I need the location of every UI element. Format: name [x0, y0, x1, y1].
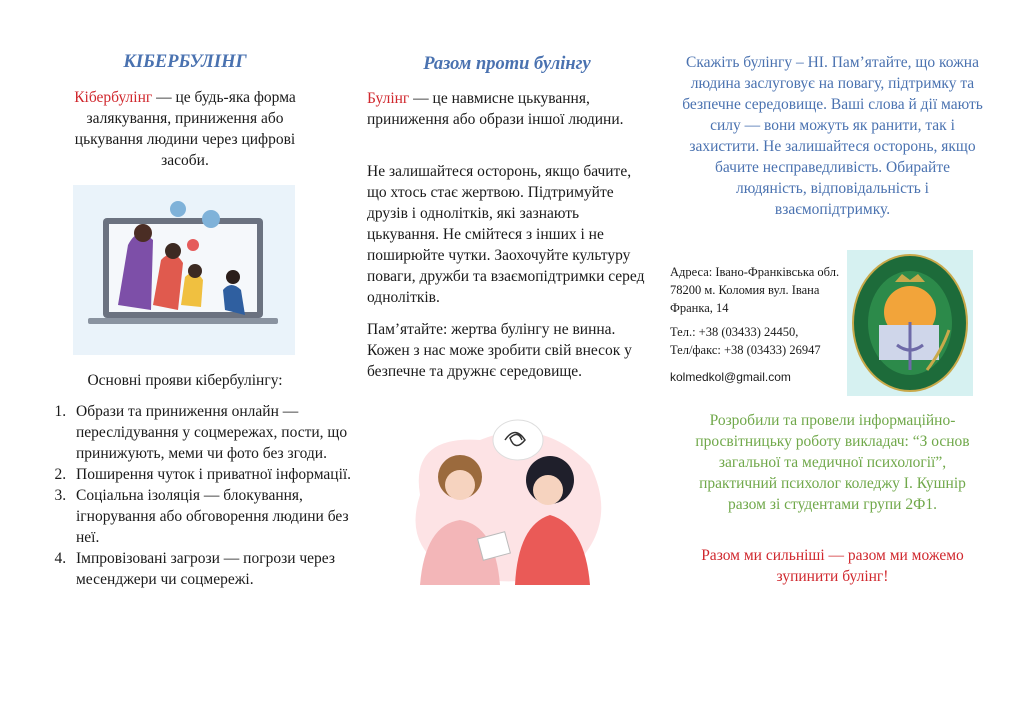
term-cyberbullying: Кібербулінг	[74, 89, 153, 106]
address: Адреса: Івано-Франківська обл. 78200 м. Коломия вул. Івана Франка, 14	[670, 265, 840, 315]
list-item: 2. Поширення чуток і приватної інформації.	[70, 464, 352, 485]
definition-text: — це навмисне цькування, приниження або образи іншої людини.	[367, 90, 624, 128]
bullying-definition	[367, 88, 652, 130]
middle-title: Разом проти булінгу	[423, 54, 591, 74]
cyberbullying-forms-list	[48, 401, 352, 590]
fax: Тел/факс: +38 (03433) 26947	[670, 343, 821, 357]
advice-paragraph: Не залишайтеся осторонь, якщо бачите, що хтось стає жертвою. Підтримуйте друзів і однолітків, які зазнають цькування. Не смійтеся з інших і не поширюйте чутки. Заохочуйте культуру поваги, дружби та взаємопідтримки серед однолітків.	[367, 163, 645, 306]
definition-text: — це будь-яка форма залякування, приниження або цькування людини через цифрові засоби.	[74, 89, 296, 169]
credits-text: Розробили та провели інформаційно-просвітницьку роботу викладач: “З основ загальної та медичної психології”, практичний психолог коледжу І. Кушнір разом зі студентами групи 2Ф1.	[695, 412, 970, 513]
closing-slogan: Разом ми сильніші — разом ми можемо зупинити булінг!	[701, 547, 964, 585]
list-item: 1. Образи та приниження онлайн — переслідування у соцмережах, пости, що принижують, меми чи фото без згоди.	[70, 401, 352, 464]
contact-block	[670, 263, 845, 386]
say-no-message: Скажіть булінгу – НІ. Пам’ятайте, що кожна людина заслуговує на повагу, підтримку та безпечне середовище. Ваші слова й дії мають силу — вони можуть як ранити, так і захистити. Не залишайтеся осторонь, якщо бачите несправедливість. Обирайте людяність, відповідальність і взаємопідтримку.	[682, 54, 983, 218]
list-item: 3. Соціальна ізоляція — блокування, ігнорування або обговорення людини без неї.	[70, 485, 352, 548]
email-link[interactable]: kolmedkol@gmail.com	[670, 370, 791, 384]
phone: Тел.: +38 (03433) 24450,	[670, 325, 799, 339]
reminder-paragraph: Пам’ятайте: жертва булінгу не винна. Кожен з нас може зробити свій внесок у безпечне та дружнє середовище.	[367, 321, 632, 380]
term-bullying: Булінг	[367, 90, 410, 107]
list-item: 4. Імпровізовані загрози — погрози через месенджери чи соцмережі.	[70, 548, 352, 590]
list-heading: Основні прояви кібербулінгу:	[87, 372, 283, 389]
cyberbullying-illustration	[73, 185, 295, 355]
cyberbullying-definition	[55, 87, 315, 171]
conversation-illustration	[400, 405, 615, 590]
left-title: КІБЕРБУЛІНГ	[123, 52, 247, 72]
college-logo	[847, 250, 973, 396]
